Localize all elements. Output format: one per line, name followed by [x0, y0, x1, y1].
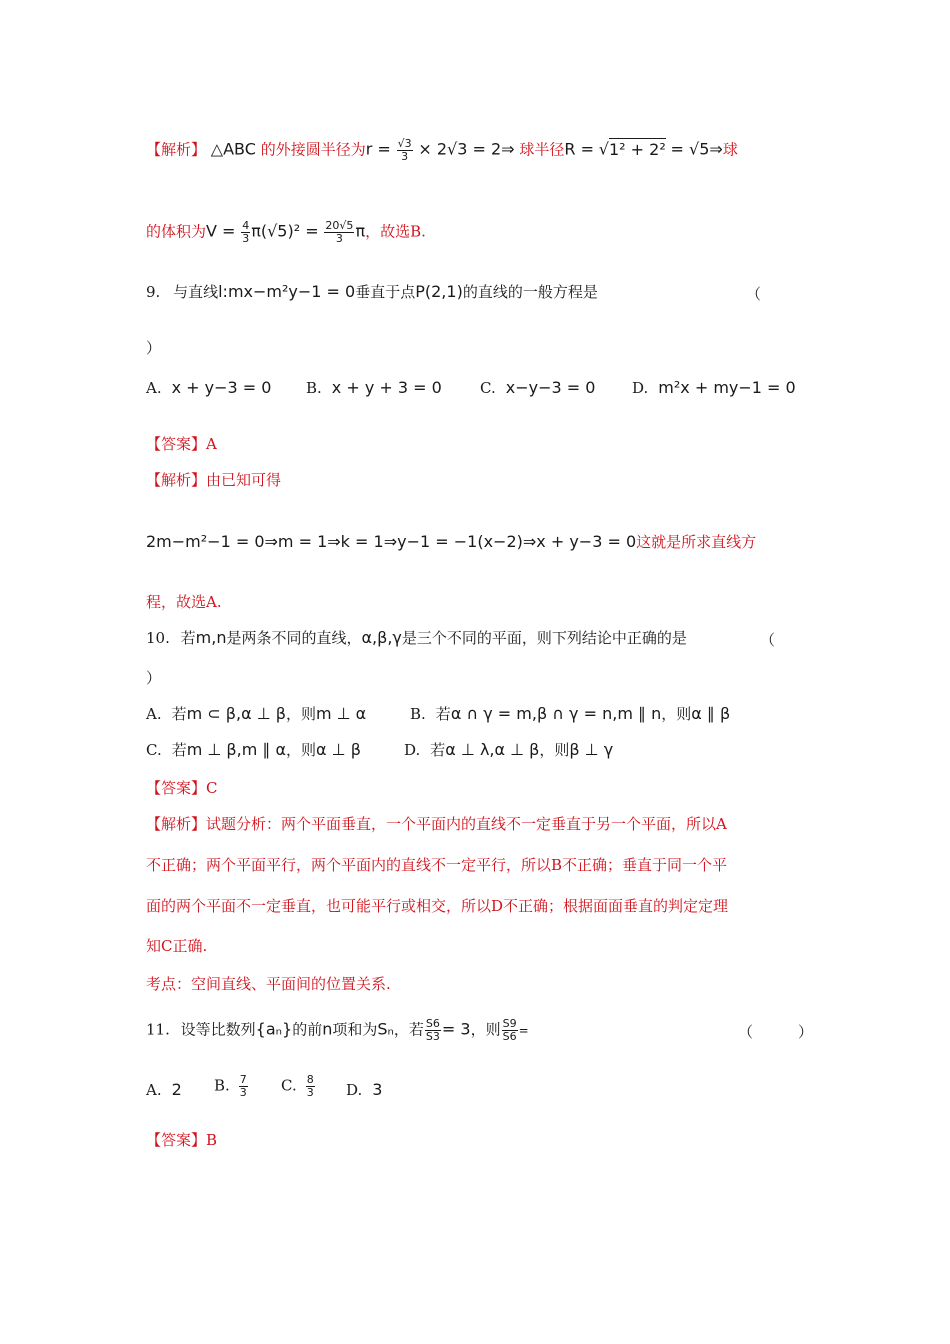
q10-stem: 10. 若m,n是两条不同的直线，α,β,γ是三个不同的平面，则下列结论中正确的是	[146, 628, 687, 647]
jiexi-tag: 【解析】	[146, 471, 207, 489]
q9-option-d: D. m²x + my−1 = 0	[632, 378, 796, 397]
q11-option-a: A. 2	[146, 1080, 182, 1099]
sol8-text: 的体积为	[146, 222, 207, 241]
answer-value: A	[206, 435, 217, 453]
q10-answer	[146, 778, 218, 798]
sqrt-R: √1² + 2²	[598, 139, 666, 159]
paren-open: （	[760, 631, 776, 649]
q9-option-a: A. x + y−3 = 0	[146, 378, 272, 397]
q10-option-a: A. 若m ⊂ β,α ⊥ β，则m ⊥ α	[146, 704, 367, 723]
q10-option-c: C. 若m ⊥ β,m ∥ α，则α ⊥ β	[146, 740, 361, 759]
q11-fraction1: $\frac{S6}{S3}$	[425, 1017, 440, 1043]
q10-solution-l1: 【解析】试题分析：两个平面垂直，一个平面内的直线不一定垂直于另一个平面，所以A	[146, 815, 727, 833]
r-eq: r =	[365, 139, 391, 159]
q9-solution-end: 程，故选A.	[146, 593, 222, 611]
q9-sol-tail: 这就是所求直线方	[636, 533, 757, 551]
q11-answer	[146, 1130, 217, 1150]
daan-tag: 【答案】	[146, 779, 207, 797]
V-fraction2: $\frac{20√5}{3}$	[325, 219, 354, 245]
sol8-line1	[146, 138, 738, 163]
q9-option-b: B. x + y + 3 = 0	[306, 378, 442, 397]
q9-text: 的直线的一般方程是	[462, 283, 598, 301]
daan-tag: 【答案】	[146, 1131, 207, 1149]
q9-text: 与直线	[173, 283, 219, 301]
r-rest: × 2√3 = 2⇒	[418, 139, 515, 159]
r-fraction: $\frac{√3}{3}$	[397, 137, 412, 163]
V-eq: V =	[206, 221, 236, 241]
R-eq: R =	[564, 139, 594, 159]
q11-paren: （ ）	[738, 1023, 814, 1041]
answer-value: B	[206, 1131, 218, 1149]
q10-solution-l3: 面的两个平面不一定垂直，也可能平行或相交，所以D不正确；根据面面垂直的判定定理	[146, 897, 729, 915]
sol8-text: 球半径	[519, 140, 565, 159]
triangle-abc: △ABC	[210, 139, 256, 159]
q10-option-d: D. 若α ⊥ λ,α ⊥ β，则β ⊥ γ	[404, 740, 614, 759]
q9-line-eq: l:mx−m²y−1 = 0	[218, 282, 356, 301]
daan-tag: 【答案】	[146, 435, 207, 453]
paren-close: ）	[146, 669, 162, 687]
R-rest: = √5⇒	[670, 139, 723, 159]
q9-solution-intro: 【解析】由已知可得	[146, 471, 282, 489]
q11-opt-c-fraction: $\frac{8}{3}$	[306, 1073, 314, 1099]
q10-option-b: B. 若α ∩ γ = m,β ∩ γ = n,m ∥ n，则α ∥ β	[410, 704, 731, 723]
q9-sol-equation: 2m−m²−1 = 0⇒m = 1⇒k = 1⇒y−1 = −1(x−2)⇒x + y−3 = 0	[146, 532, 637, 551]
V-end: π	[355, 221, 366, 241]
sol8-text: 的外接圆半径为	[260, 140, 366, 159]
question-number: 11.	[146, 1020, 170, 1039]
sol8-line2	[146, 220, 426, 245]
q11-fraction2: $\frac{S9}{S6}$	[502, 1017, 517, 1043]
sol8-text: 球	[722, 140, 738, 159]
q9-stem	[146, 282, 598, 302]
question-number: 9.	[146, 283, 161, 301]
q11-opt-b-fraction: $\frac{7}{3}$	[239, 1073, 247, 1099]
paren-open: （	[746, 285, 762, 303]
jiexi-tag: 【解析】	[146, 140, 207, 159]
sol8-text: ，故选B.	[365, 222, 426, 241]
answer-value: C	[206, 779, 218, 797]
q11-stem: 11. 设等比数列{aₙ}的前n项和为Sₙ，若 $\frac{S6}{S3}$ = 3，则 $\frac{S9}{S6}$ =	[146, 1017, 529, 1043]
V-fraction1: $\frac{4}{3}$	[242, 219, 250, 245]
q9-point: P(2,1)	[415, 282, 463, 301]
q9-option-c: C. x−y−3 = 0	[480, 378, 596, 397]
q9-text: 垂直于点	[355, 283, 416, 301]
q10-kaodian: 考点：空间直线、平面间的位置关系.	[146, 975, 391, 993]
jiexi-tag: 【解析】	[146, 815, 207, 833]
q10-solution-l2: 不正确；两个平面平行，两个平面内的直线不一定平行，所以B不正确；垂直于同一个平	[146, 856, 728, 874]
V-mid: π(√5)² =	[251, 221, 319, 241]
q9-answer	[146, 434, 217, 454]
q11-option-b: B. $\frac{7}{3}$	[214, 1073, 247, 1099]
q11-option-d: D. 3	[346, 1080, 383, 1099]
paren-close: ）	[146, 339, 162, 357]
q11-option-c: C. $\frac{8}{3}$	[281, 1073, 314, 1099]
q10-solution-l4: 知C正确.	[146, 937, 208, 955]
question-number: 10.	[146, 629, 170, 647]
q9-solution-eq	[146, 532, 756, 552]
